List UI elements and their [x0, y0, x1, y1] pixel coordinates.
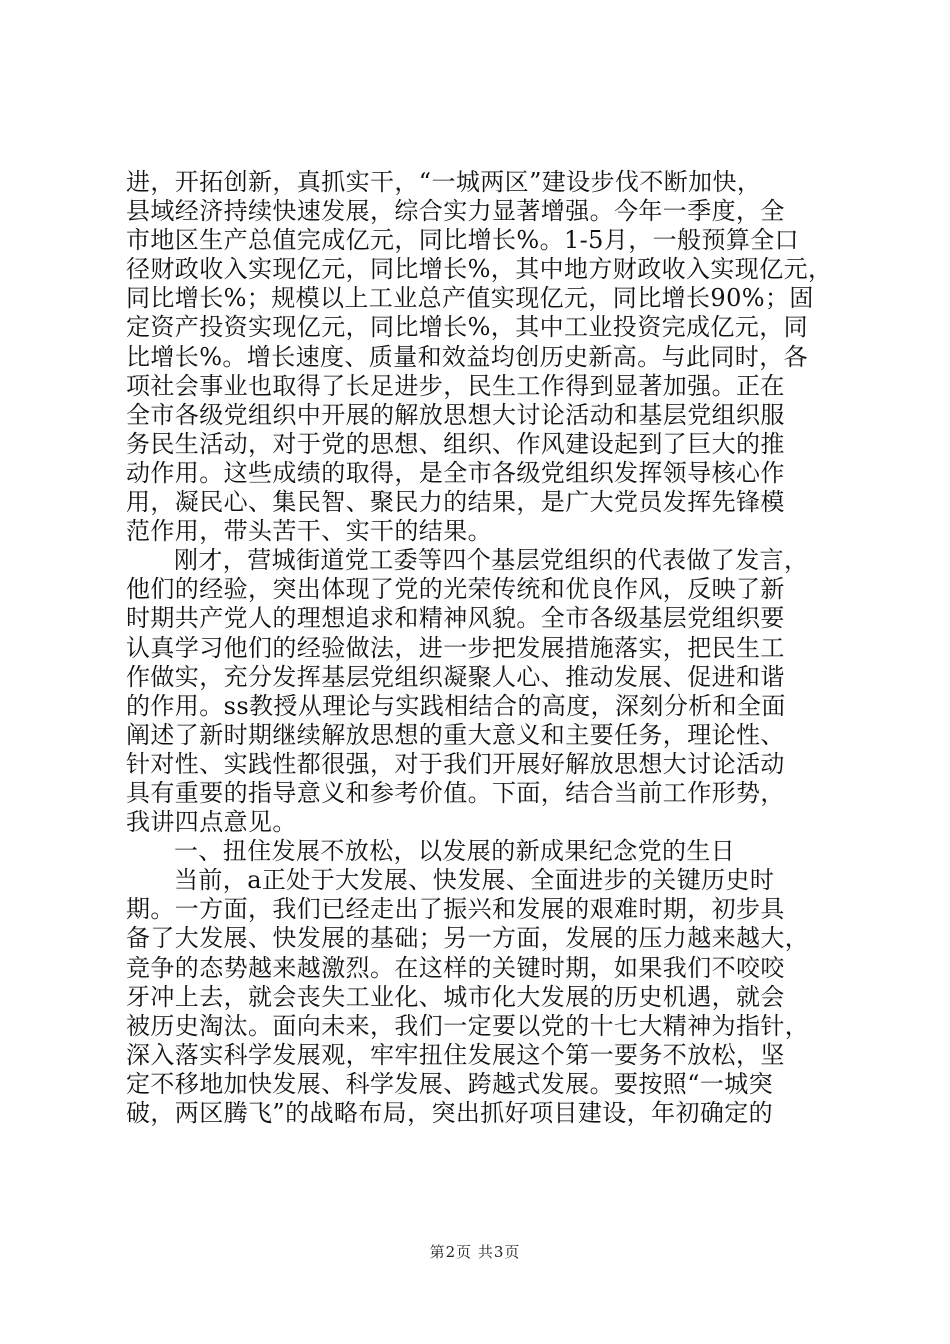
- text-line: 动作用。这些成绩的取得，是全市各级党组织发挥领导核心作: [126, 458, 785, 487]
- text-line: 的作用。ss教授从理论与实践相结合的高度，深刻分析和全面: [126, 691, 786, 720]
- text-line: 他们的经验，突出体现了党的光荣传统和优良作风，反映了新: [126, 575, 785, 604]
- text-line: 用，凝民心、集民智、聚民力的结果，是广大党员发挥先锋模: [126, 488, 785, 517]
- text-line: 径财政收入实现亿元，同比增长%，其中地方财政收入实现亿元，: [126, 255, 833, 284]
- text-line: 范作用，带头苦干、实干的结果。: [126, 517, 492, 546]
- text-line: 定不移地加快发展、科学发展、跨越式发展。要按照“一城突: [126, 1069, 774, 1098]
- text-line: 作做实，充分发挥基层党组织凝聚人心、推动发展、促进和谐: [126, 662, 785, 691]
- text-line: 我讲四点意见。: [126, 808, 297, 837]
- text-line: 认真学习他们的经验做法，进一步把发展措施落实，把民生工: [126, 633, 785, 662]
- text-line: 竞争的态势越来越激烈。在这样的关键时期，如果我们不咬咬: [126, 953, 785, 982]
- text-line: 被历史淘汰。面向未来，我们一定要以党的十七大精神为指针，: [126, 1011, 810, 1040]
- text-line: 项社会事业也取得了长足进步，民生工作得到显著加强。正在: [126, 371, 785, 400]
- text-line: 全市各级党组织中开展的解放思想大讨论活动和基层党组织服: [126, 400, 785, 429]
- text-line: 县域经济持续快速发展，综合实力显著增强。今年一季度，全: [126, 197, 785, 226]
- text-line: 同比增长%；规模以上工业总产值实现亿元，同比增长90%；固: [126, 284, 814, 313]
- body-text: [126, 168, 833, 1128]
- page-footer: 第2页 共3页: [429, 1243, 521, 1261]
- paragraph-start-line: 刚才，营城街道党工委等四个基层党组织的代表做了发言，: [174, 546, 809, 575]
- text-line: 阐述了新时期继续解放思想的重大意义和主要任务，理论性、: [126, 720, 785, 749]
- text-line: 深入落实科学发展观，牢牢扭住发展这个第一要务不放松，坚: [126, 1040, 785, 1069]
- paragraph-start-line: 当前，a正处于大发展、快发展、全面进步的关键历史时: [174, 866, 775, 895]
- text-line: 期。一方面，我们已经走出了振兴和发展的艰难时期，初步具: [126, 895, 785, 924]
- text-line: 具有重要的指导意义和参考价值。下面，结合当前工作形势，: [126, 778, 785, 807]
- section-heading: 一、扭住发展不放松，以发展的新成果纪念党的生日: [174, 837, 736, 866]
- text-line: 备了大发展、快发展的基础；另一方面，发展的压力越来越大，: [126, 924, 810, 953]
- text-line: 定资产投资实现亿元，同比增长%，其中工业投资完成亿元，同: [126, 313, 809, 342]
- text-line: 时期共产党人的理想追求和精神风貌。全市各级基层党组织要: [126, 604, 785, 633]
- text-line: 针对性、实践性都很强，对于我们开展好解放思想大讨论活动: [126, 749, 785, 778]
- text-line: 市地区生产总值完成亿元，同比增长%。1-5月，一般预算全口: [126, 226, 800, 255]
- text-line: 牙冲上去，就会丧失工业化、城市化大发展的历史机遇，就会: [126, 982, 785, 1011]
- text-line: 破，两区腾飞”的战略布局，突出抓好项目建设，年初确定的: [126, 1099, 774, 1127]
- text-line: 比增长%。增长速度、质量和效益均创历史新高。与此同时，各: [126, 342, 809, 371]
- text-line: 务民生活动，对于党的思想、组织、作风建设起到了巨大的推: [126, 429, 785, 458]
- text-line: 进，开拓创新，真抓实干，“一城两区”建设步伐不断加快，: [126, 168, 762, 196]
